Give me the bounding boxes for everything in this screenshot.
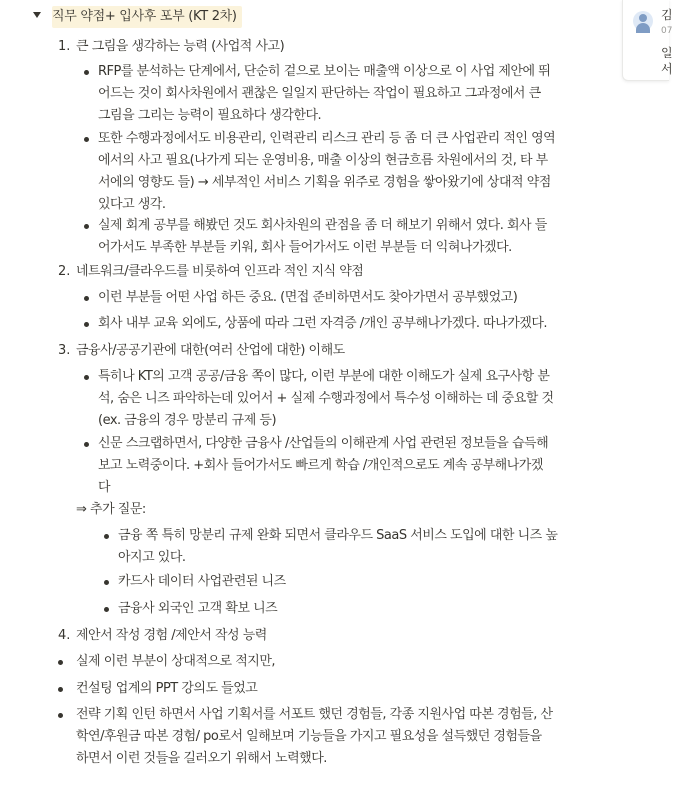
numbered-item-text: 네트워크/클라우드를 비롯하여 인프라 적인 지식 약점	[76, 264, 364, 279]
toggle-heading[interactable]: 직무 약점+ 입사후 포부 (KT 2차)	[52, 9, 237, 24]
bullet-dot-icon	[104, 580, 109, 585]
avatar[interactable]	[633, 11, 653, 31]
bullet-dot-icon	[84, 137, 89, 142]
bullet-dot-icon	[84, 375, 89, 380]
paragraph-text: ⇒ 추가 질문:	[76, 502, 146, 517]
bullet-item-line: 신문 스크랩하면서, 다양한 금융사 /산업들의 이해관계 사업 관련된 정보들을 습득해	[98, 436, 549, 451]
bullet-item-line: 실제 이런 부분이 상대적으로 적지만,	[76, 654, 276, 669]
list-number: 4.	[58, 628, 71, 643]
toggle-arrow-icon[interactable]	[33, 12, 41, 18]
list-number: 3.	[58, 343, 71, 358]
bullet-item-line: 어드는 것이 회사차원에서 괜찮은 일일지 판단하는 작업이 필요하고 그과정에서 큰	[98, 86, 541, 101]
bullet-item-line: 금융사 외국인 고객 확보 니즈	[118, 601, 278, 616]
bullet-item-line: 있다고 생각.	[98, 197, 166, 212]
bullet-dot-icon	[58, 660, 63, 665]
bullet-item-line: 실제 회계 공부를 해봤던 것도 회사차원의 관점을 좀 더 해보기 위해서 였다. 회사 들	[98, 218, 547, 233]
comment-time: 07	[661, 26, 673, 36]
bullet-item-line: 전략 기획 인턴 하면서 사업 기획서를 서포트 했던 경험들, 각종 지원사업 따본 경험들, 산	[76, 707, 553, 722]
bullet-item-line: RFP를 분석하는 단계에서, 단순히 겉으로 보이는 매출액 이상으로 이 사업 제안에 뛰	[98, 64, 551, 79]
numbered-item-text: 제안서 작성 경험 /제안서 작성 능력	[76, 628, 267, 643]
bullet-item-line: 다	[98, 480, 111, 495]
bullet-item-line: 특히나 KT의 고객 공공/금융 쪽이 많다, 이런 부분에 대한 이해도가 실제 요구사항 분	[98, 369, 550, 384]
bullet-item-line: 학연/후원금 따본 경험/ po로서 일해보며 기능들을 가지고 필요성을 설득했던 경험들을	[76, 729, 542, 744]
bullet-dot-icon	[84, 224, 89, 229]
list-number: 1.	[58, 39, 71, 54]
comment-author: 김	[661, 8, 673, 22]
bullet-item-line: 에서의 사고 필요(나가게 되는 운영비용, 매출 이상의 현금흐름 차원에서의 것, 타 부	[98, 153, 548, 168]
bullet-item-line: 회사 내부 교육 외에도, 상품에 따라 그런 자격증 /개인 공부해나가겠다. 따나가겠다.	[98, 316, 548, 331]
bullet-item-line: 카드사 데이터 사업관련된 니즈	[118, 574, 286, 589]
numbered-item-text: 큰 그림을 생각하는 능력 (사업적 사고)	[76, 39, 285, 54]
bullet-item-line: 컨설팅 업계의 PPT 강의도 들었고	[76, 681, 258, 696]
bullet-dot-icon	[84, 322, 89, 327]
bullet-item-line: 이런 부분들 어떤 사업 하든 중요. (면접 준비하면서도 찾아가면서 공부했었고)	[98, 290, 518, 305]
bullet-dot-icon	[58, 713, 63, 718]
numbered-item-text: 금융사/공공기관에 대한(여러 산업에 대한) 이해도	[76, 343, 345, 358]
list-number: 2.	[58, 264, 71, 279]
comment-text-line: 일	[661, 46, 673, 60]
bullet-dot-icon	[104, 534, 109, 539]
comment-panel[interactable]	[622, 0, 673, 81]
bullet-item-line: 서에의 영향도 들) → 세부적인 서비스 기획을 위주로 경험을 쌓아왔기에 상대적 약점	[98, 175, 551, 190]
bullet-dot-icon	[58, 687, 63, 692]
bullet-dot-icon	[84, 70, 89, 75]
comment-text-line: 서	[661, 62, 673, 76]
bullet-item-line: 하면서 이런 것들을 길러오기 위해서 노력했다.	[76, 751, 327, 766]
bullet-item-line: 그림을 그리는 능력이 필요하다 생각한다.	[98, 108, 322, 123]
bullet-item-line: 또한 수행과정에서도 비용관리, 인력관리 리스크 관리 등 좀 더 큰 사업관리 적인 영역	[98, 131, 556, 146]
bullet-item-line: 아지고 있다.	[118, 550, 186, 565]
bullet-item-line: 어가서도 부족한 부분들 키워, 회사 들어가서도 이런 부분들 더 익혀나가겠다.	[98, 240, 512, 255]
bullet-item-line: (ex. 금융의 경우 망분리 규제 등)	[98, 413, 277, 428]
bullet-dot-icon	[104, 607, 109, 612]
bullet-item-line: 보고 노력중이다. +회사 들어가서도 빠르게 학습 /개인적으로도 계속 공부해나가겠	[98, 458, 543, 473]
bullet-item-line: 금융 쪽 특히 망분리 규제 완화 되면서 클라우드 SaaS 서비스 도입에 대한 니즈 높	[118, 528, 558, 543]
bullet-dot-icon	[84, 442, 89, 447]
bullet-dot-icon	[84, 296, 89, 301]
bullet-item-line: 석, 숨은 니즈 파악하는데 있어서 + 실제 수행과정에서 특수성 이해하는 데 중요할 것	[98, 391, 554, 406]
